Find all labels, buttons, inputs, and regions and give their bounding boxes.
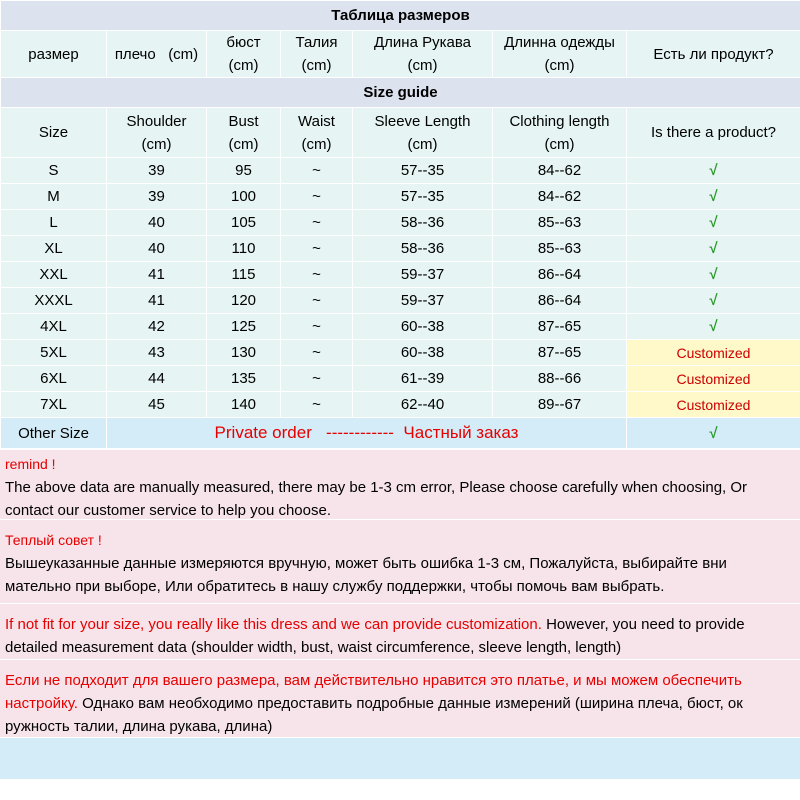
waist-cell: ~ [281, 288, 353, 314]
sleeve-cell: 62--40 [353, 392, 493, 418]
ru-header-cell: Талия (cm) [281, 31, 353, 78]
table-title-ru: Таблица размеров [1, 1, 800, 31]
size-cell: XXL [1, 262, 107, 288]
remind-text: The above data are manually measured, there may be 1-3 cm error, Please choose carefully when choosing, Or contact our customer service to help you choose. [5, 479, 748, 519]
sleeve-cell: 59--37 [353, 262, 493, 288]
bust-cell: 120 [207, 288, 281, 314]
check-icon: √ [627, 288, 800, 314]
bust-cell: 115 [207, 262, 281, 288]
check-icon: √ [627, 418, 800, 449]
sleeve-cell: 57--35 [353, 158, 493, 184]
bust-cell: 110 [207, 236, 281, 262]
size-cell: XXXL [1, 288, 107, 314]
check-icon: √ [627, 314, 800, 340]
shoulder-cell: 40 [107, 210, 207, 236]
table-row [1, 236, 800, 262]
ru-header-cell: Длина Рукава (cm) [353, 31, 493, 78]
customized-badge: Customized [627, 340, 800, 366]
bust-cell: 135 [207, 366, 281, 392]
remind-section [0, 449, 800, 519]
shoulder-cell: 45 [107, 392, 207, 418]
table-row [1, 158, 800, 184]
length-cell: 86--64 [493, 288, 627, 314]
ru-header-cell: Есть ли продукт? [627, 31, 800, 78]
length-cell: 85--63 [493, 236, 627, 262]
length-cell: 89--67 [493, 392, 627, 418]
ru-header-cell: размер [1, 31, 107, 78]
waist-cell: ~ [281, 366, 353, 392]
length-cell: 87--65 [493, 314, 627, 340]
waist-cell: ~ [281, 158, 353, 184]
shoulder-cell: 39 [107, 184, 207, 210]
shoulder-cell: 41 [107, 288, 207, 314]
advice-ru-title: Теплый совет ! [5, 532, 102, 548]
check-icon: √ [627, 210, 800, 236]
size-cell: S [1, 158, 107, 184]
shoulder-cell: 43 [107, 340, 207, 366]
sleeve-cell: 61--39 [353, 366, 493, 392]
size-cell: L [1, 210, 107, 236]
waist-cell: ~ [281, 314, 353, 340]
shoulder-cell: 41 [107, 262, 207, 288]
shoulder-cell: 44 [107, 366, 207, 392]
sleeve-cell: 58--36 [353, 210, 493, 236]
table-row [1, 210, 800, 236]
ru-header-cell: плечо (cm) [107, 31, 207, 78]
waist-cell: ~ [281, 184, 353, 210]
shoulder-cell: 40 [107, 236, 207, 262]
check-icon: √ [627, 262, 800, 288]
header-row-en [1, 108, 800, 158]
length-cell: 85--63 [493, 210, 627, 236]
check-icon: √ [627, 184, 800, 210]
bust-cell: 140 [207, 392, 281, 418]
waist-cell: ~ [281, 210, 353, 236]
sleeve-cell: 60--38 [353, 314, 493, 340]
size-cell: 6XL [1, 366, 107, 392]
sleeve-cell: 60--38 [353, 340, 493, 366]
custom-en-text: However, you need to provide detailed measurement data (shoulder width, bust, waist circumference, sleeve length, length) [5, 616, 745, 656]
en-header-cell: Sleeve Length (cm) [353, 108, 493, 158]
ru-header-cell: бюст (cm) [207, 31, 281, 78]
table-row [1, 340, 800, 366]
en-header-cell: Bust (cm) [207, 108, 281, 158]
header-row-ru [1, 31, 800, 78]
bust-cell: 95 [207, 158, 281, 184]
footer-band [0, 737, 800, 779]
sleeve-cell: 57--35 [353, 184, 493, 210]
other-size-row [1, 418, 800, 449]
custom-en-section [0, 603, 800, 659]
custom-ru-red-text: Если не подходит для вашего размера, вам действительно нравится это платье, и мы можем обеспечить настройку. [5, 672, 742, 712]
title-row-en [1, 78, 800, 108]
bust-cell: 130 [207, 340, 281, 366]
size-cell: XL [1, 236, 107, 262]
check-icon: √ [627, 236, 800, 262]
private-order-text: Private order ------------ Частный заказ [107, 418, 627, 449]
table-row [1, 184, 800, 210]
length-cell: 88--66 [493, 366, 627, 392]
custom-en-red-text: If not fit for your size, you really like this dress and we can provide customization. [5, 616, 542, 633]
custom-ru-text: Однако вам необходимо предоставить подробные данные измерений (ширина плеча, бюст, ок ружность талии, длина рукава, длина) [5, 695, 743, 735]
other-size-label: Other Size [1, 418, 107, 449]
title-row-ru [1, 1, 800, 31]
remind-title: remind ! [5, 456, 56, 472]
bust-cell: 100 [207, 184, 281, 210]
table-title-en: Size guide [1, 78, 800, 108]
en-header-cell: Is there a product? [627, 108, 800, 158]
sleeve-cell: 59--37 [353, 288, 493, 314]
shoulder-cell: 39 [107, 158, 207, 184]
length-cell: 84--62 [493, 158, 627, 184]
advice-ru-text: Вышеуказанные данные измеряются вручную, может быть ошибка 1-3 см, Пожалуйста, выбирайте вни мательно при выборе, Или обратитесь в нашу службу поддержки, чтобы помочь вам выбрать. [5, 555, 727, 595]
waist-cell: ~ [281, 262, 353, 288]
length-cell: 87--65 [493, 340, 627, 366]
table-row [1, 314, 800, 340]
en-header-cell: Waist (cm) [281, 108, 353, 158]
en-header-cell: Size [1, 108, 107, 158]
length-cell: 86--64 [493, 262, 627, 288]
advice-ru-section [0, 519, 800, 603]
size-cell: 4XL [1, 314, 107, 340]
check-icon: √ [627, 158, 800, 184]
size-cell: M [1, 184, 107, 210]
table-row [1, 262, 800, 288]
length-cell: 84--62 [493, 184, 627, 210]
custom-ru-section [0, 659, 800, 737]
customized-badge: Customized [627, 366, 800, 392]
en-header-cell: Shoulder (cm) [107, 108, 207, 158]
bust-cell: 125 [207, 314, 281, 340]
shoulder-cell: 42 [107, 314, 207, 340]
table-row [1, 288, 800, 314]
bust-cell: 105 [207, 210, 281, 236]
en-header-cell: Clothing length (cm) [493, 108, 627, 158]
table-row [1, 366, 800, 392]
waist-cell: ~ [281, 392, 353, 418]
ru-header-cell: Длинна одежды (cm) [493, 31, 627, 78]
waist-cell: ~ [281, 236, 353, 262]
customized-badge: Customized [627, 392, 800, 418]
waist-cell: ~ [281, 340, 353, 366]
table-row [1, 392, 800, 418]
size-cell: 7XL [1, 392, 107, 418]
size-cell: 5XL [1, 340, 107, 366]
sleeve-cell: 58--36 [353, 236, 493, 262]
